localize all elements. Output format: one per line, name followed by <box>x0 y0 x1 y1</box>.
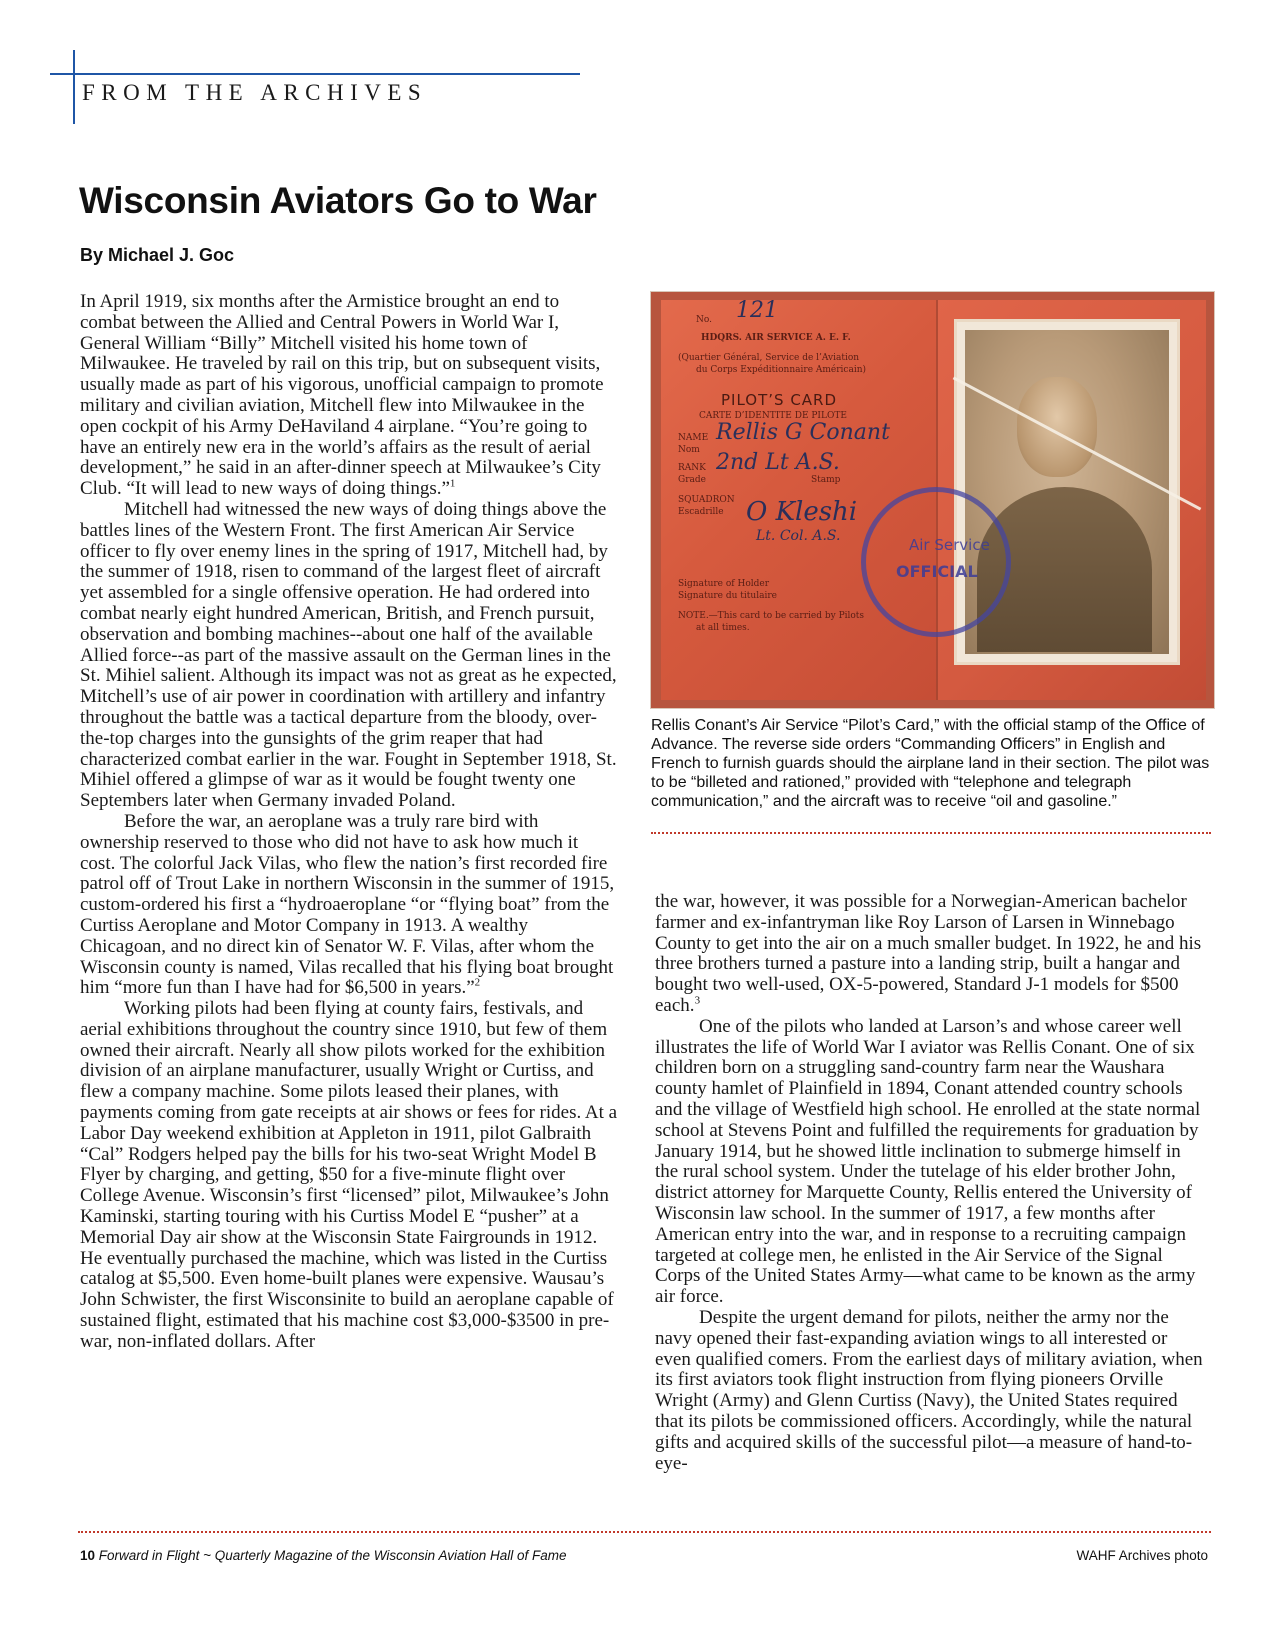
card-name-value: Rellis G Conant <box>716 420 890 445</box>
card-rank-label-fr: Grade <box>678 475 706 485</box>
article-title: Wisconsin Aviators Go to War <box>79 180 597 221</box>
card-holder-label-fr: Signature du titulaire <box>678 591 777 601</box>
paragraph: Working pilots had been flying at county fairs, festivals, and aerial exhibitions throughout the country since 1910, but few of them owned their aircraft. Nearly all show pilots worked for the exhibition division of an airplane manufacturer, usually Wright or Curtiss, and flew a company machine. Some pilots leased their planes, with payments coming from gate receipts at air shows or fees for rides. At a Labor Day weekend exhibition at Appleton in 1911, pilot Galbraith “Cal” Rodgers helped pay the bills for his two-seat Wright Model B Flyer by charging, and getting, $50 for a five-minute flight over College Avenue. Wisconsin’s first “licensed” pilot, Milwaukee’s John Kaminski, starting touring with his Curtiss Model E “pusher” at a Memorial Day air show at the Wisconsin State Fairgrounds in 1912. He eventually purchased the machine, which was listed in the Curtiss catalog at $5,500. Even home-built planes were expensive. Wausau’s John Schwister, the first Wisconsinite to build an aeroplane capable of sustained flight, estimated that his machine cost $3,000-$3500 in pre-war, non-inflated dollars. After <box>80 998 618 1352</box>
card-rank-value: 2nd Lt A.S. <box>716 450 840 475</box>
card-stamp-label: Stamp <box>811 475 841 485</box>
paragraph: In April 1919, six months after the Armistice brought an end to combat between the Allied and Central Powers in World War I, General William “Billy” Mitchell visited his home town of Milwaukee. He traveled by rail on this trip, but on subsequent visits, usually made as part of his vigorous, unofficial campaign to promote military and civilian aviation, Mitchell flew into Milwaukee in the open cockpit of his Army DeHaviland 4 airplane. “You’re going to have an entirely new era in the world’s affairs as the result of aerial development,” he said in an after-dinner speech at Milwaukee’s City Club. “It will lead to new ways of doing things.”$^1$ <box>80 291 604 500</box>
paragraph: Mitchell had witnessed the new ways of doing things above the battles lines of the Western Front. The first American Air Service officer to fly over enemy lines in the spring of 1917, Mitchell had, by the summer of 1918, risen to command of the largest fleet of aircraft yet assembled for a single offensive operation. He had ordered into combat nearly eight hundred American, British, and French pursuit, observation and bombing machines--about one half of the available Allied force--as part of the massive assault on the German lines in the St. Mihiel salient. Although its impact was not as great as he expected, Mitchell’s use of air power in coordination with artillery and infantry throughout the battle was a tactical departure from the bloody, over-the-top charges into the gunsights of the grim reaper that had characterized combat earlier in the war. Fought in September 1918, St. Mihiel offered a glimpse of war as it would be fought twenty one Septembers later when Germany invaded Poland. <box>80 498 617 812</box>
card-signature-value: O Kleshi <box>746 497 858 527</box>
photo-caption: Rellis Conant’s Air Service “Pilot’s Card,” with the official stamp of the Office of Advance. The reverse side orders “Commanding Officers” in English and French to furnish guards should the airplane land in their section. The pilot was to be “billeted and rationed,” provided with “telephone and telegraph communication,” and the aircraft was to receive “oil and gasoline.” <box>651 717 1210 810</box>
section-label: FROM THE ARCHIVES <box>82 80 428 105</box>
paragraph: Despite the urgent demand for pilots, neither the army nor the navy opened their fast-expanding aviation wings to all interested or even qualified comers. From the earliest days of military aviation, when its first aviators took flight instruction from flying pioneers Orville Wright (Army) and Glenn Curtiss (Navy), the United States required that its pilots be commissioned officers. Accordingly, while the natural gifts and acquired skills of the successful pilot—a measure of hand-to-eye- <box>655 1306 1203 1474</box>
card-holder-label: Signature of Holder <box>678 579 770 589</box>
card-name-label: NAME <box>678 433 709 443</box>
right-column <box>655 892 1205 1474</box>
article-byline: By Michael J. Goc <box>80 245 235 265</box>
card-signature-rank: Lt. Col. A.S. <box>756 528 841 544</box>
portrait-face <box>1017 377 1097 477</box>
paragraph: the war, however, it was possible for a Norwegian-American bachelor farmer and ex-infantryman like Roy Larson of Larsen in Winnebago County to get into the air on a much smaller budget. In 1922, he and his three brothers turned a pasture into a landing strip, built a hangar and bought two well-used, OX-5-powered, Standard J-1 models for $500 each.$^3$ <box>655 891 1202 1016</box>
paragraph: One of the pilots who landed at Larson’s and whose career well illustrates the life of World War I aviator was Rellis Conant. One of six children born on a struggling sand-country farm near the Waushara county hamlet of Plainfield in 1894, Conant attended country schools and the village of Westfield high school. He enrolled at the state normal school at Stevens Point and fulfilled the requirements for graduation by January 1914, but he showed little inclination to submerge himself in the rural school system. Under the tutelage of his elder brother John, district attorney for Marquette County, Rellis entered the University of Wisconsin law school. In the summer of 1917, a few months after American entry into the war, and in response to a recruiting campaign targeted at college men, he enlisted in the Air Service of the Signal Corps of the United States Army—what came to be known as the army air force. <box>655 1015 1201 1308</box>
card-note-line-2: at all times. <box>696 623 750 633</box>
pilot-card-photo <box>651 292 1214 708</box>
card-rank-label: RANK <box>678 463 706 473</box>
card-title: PILOT’S CARD <box>721 391 838 409</box>
card-title-french: CARTE D’IDENTITE DE PILOTE <box>699 411 847 421</box>
header-horizontal-rule <box>50 73 580 75</box>
left-column <box>80 292 618 1353</box>
page-footer <box>80 1548 567 1563</box>
stamp-center-text-2: OFFICIAL <box>896 562 978 581</box>
card-name-label-fr: Nom <box>678 445 700 455</box>
card-hq-french-2: du Corps Expéditionnaire Américain) <box>696 365 867 375</box>
stamp-center-text-1: Air Service <box>909 536 990 554</box>
card-note-line-1: NOTE.—This card to be carried by Pilots <box>678 611 865 621</box>
card-number-label: No. <box>696 315 712 325</box>
card-hq-french-1: (Quartier Général, Service de l’Aviation <box>678 353 860 363</box>
page-number: 10 <box>80 1548 96 1563</box>
card-number-value: 121 <box>736 298 778 323</box>
caption-dotted-rule <box>651 832 1211 834</box>
photo-credit: WAHF Archives photo <box>1076 1548 1208 1563</box>
header-vertical-rule <box>73 50 75 124</box>
card-hq-line: HDQRS. AIR SERVICE A. E. F. <box>701 333 851 343</box>
magazine-name: Forward in Flight ~ Quarterly Magazine of the Wisconsin Aviation Hall of Fame <box>98 1548 567 1563</box>
card-squadron-label: SQUADRON <box>678 495 735 505</box>
card-squadron-label-fr: Escadrille <box>678 507 724 517</box>
footer-dotted-rule <box>78 1531 1211 1533</box>
paragraph: Before the war, an aeroplane was a truly rare bird with ownership reserved to those who did not have to ask how much it cost. The colorful Jack Vilas, who flew the nation’s first recorded fire patrol off of Trout Lake in northern Wisconsin in the summer of 1915, custom-ordered his first a “hydroaeroplane “or “flying boat” from the Curtiss Aeroplane and Motor Company in 1913. A wealthy Chicagoan, and no direct kin of Senator W. F. Vilas, after whom the Wisconsin county is named, Vilas recalled that his flying boat brought him “more fun than I have had for $6,500 in years.”$^2$ <box>80 810 615 999</box>
